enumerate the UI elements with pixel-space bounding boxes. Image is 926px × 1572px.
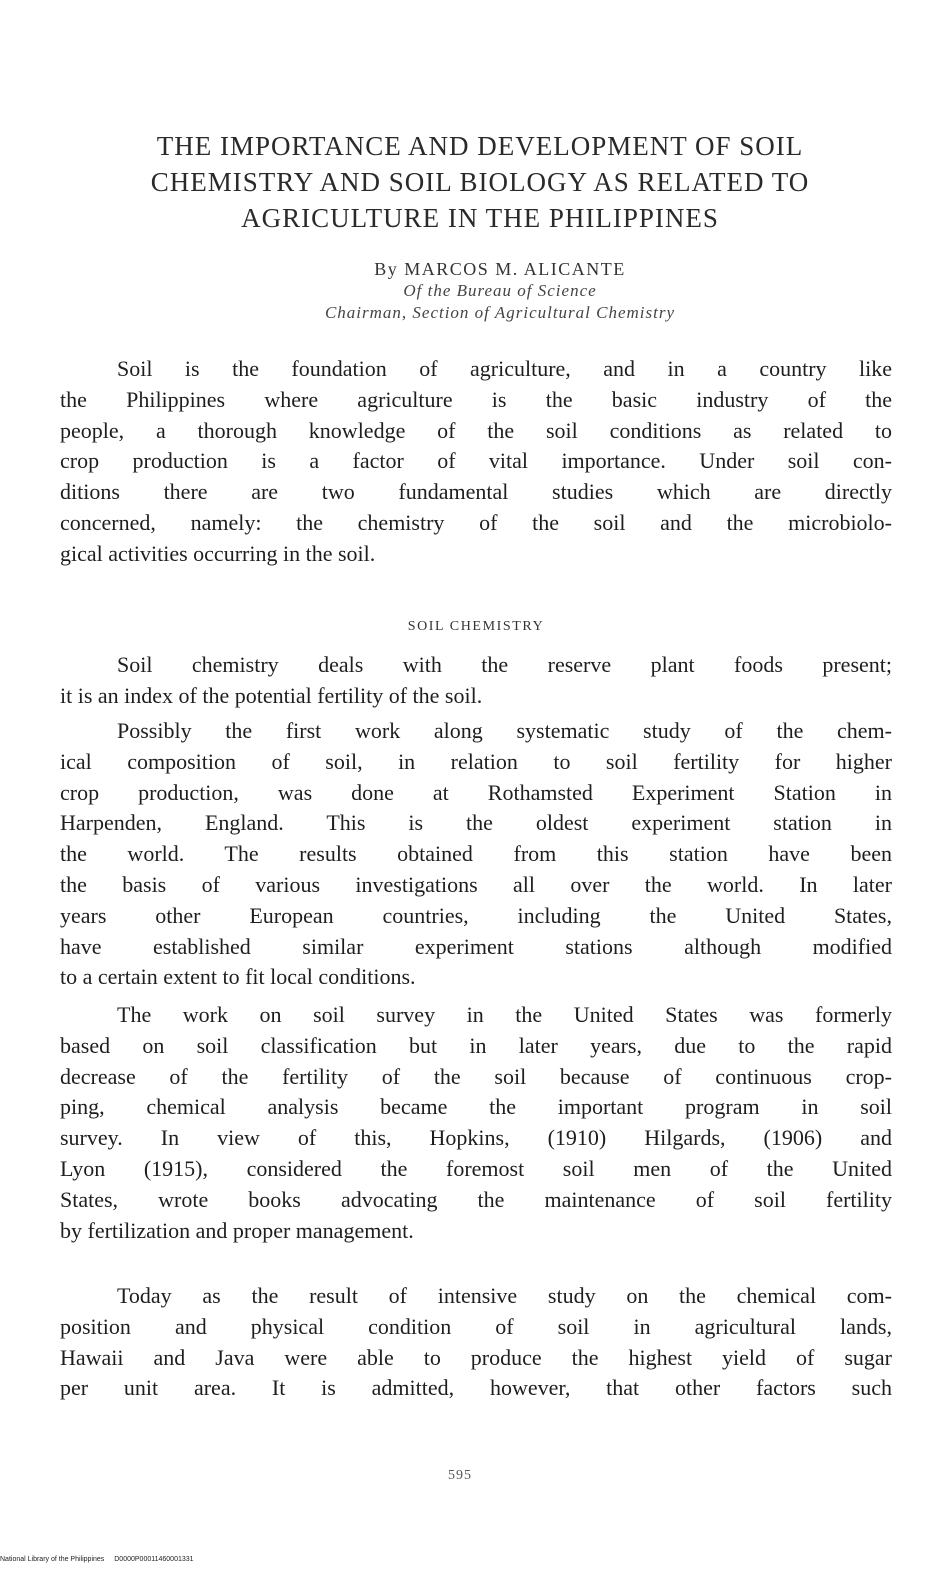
text-line: Possibly the first work along systematic study of the chem- xyxy=(117,718,892,743)
text-line: crop production is a factor of vital importance. Under soil con- xyxy=(60,448,892,474)
paragraph-rothamsted xyxy=(60,716,892,993)
text-line: the basis of various investigations all over the world. In later xyxy=(60,871,892,897)
text-line: to a certain extent to fit local conditions. xyxy=(60,964,416,990)
text-line: Hawaii and Java were able to produce the highest yield of sugar xyxy=(60,1344,892,1370)
text-line: position and physical condition of soil in agricultural lands, xyxy=(60,1313,892,1339)
text-line: years other European countries, including the United States, xyxy=(60,902,892,928)
page-number: 595 xyxy=(448,1468,472,1483)
text-line: survey. In view of this, Hopkins, (1910) Hilgards, (1906) and xyxy=(60,1125,892,1151)
article-title xyxy=(60,128,900,236)
text-line: decrease of the fertility of the soil because of continuous crop- xyxy=(60,1063,892,1089)
paragraph-soil-chemistry xyxy=(60,650,892,712)
text-line: Soil chemistry deals with the reserve plant foods present; xyxy=(117,652,892,677)
section-heading: SOIL CHEMISTRY xyxy=(407,619,545,634)
author-byline: By MARCOS M. ALICANTE xyxy=(374,259,626,279)
text-line: based on soil classification but in later years, due to the rapid xyxy=(60,1032,892,1058)
text-line: per unit area. It is admitted, however, that other factors such xyxy=(60,1375,892,1401)
title-line: CHEMISTRY AND SOIL BIOLOGY AS RELATED TO xyxy=(150,167,810,197)
footer-identifier: D0000P00011460001331 xyxy=(114,1556,194,1563)
text-line: Harpenden, England. This is the oldest experiment station in xyxy=(60,810,892,836)
intro-paragraph xyxy=(60,354,892,570)
text-line: Soil is the foundation of agriculture, and in a country like xyxy=(117,356,892,381)
text-line: crop production, was done at Rothamsted Experiment Station in xyxy=(60,779,892,805)
title-line: THE IMPORTANCE AND DEVELOPMENT OF SOIL xyxy=(156,131,804,161)
text-line: have established similar experiment stations although modified xyxy=(60,933,892,959)
title-line: AGRICULTURE IN THE PHILIPPINES xyxy=(241,203,719,233)
author-position: Chairman, Section of Agricultural Chemistry xyxy=(324,303,676,322)
text-line: ping, chemical analysis became the important program in soil xyxy=(60,1094,892,1120)
text-line: Today as the result of intensive study on the chemical com- xyxy=(117,1283,892,1308)
paragraph-hawaii-java xyxy=(60,1281,892,1404)
text-line: the world. The results obtained from this station have been xyxy=(60,841,892,867)
text-line: ditions there are two fundamental studies which are directly xyxy=(60,479,892,505)
text-line: The work on soil survey in the United States was formerly xyxy=(117,1002,892,1027)
text-line: the Philippines where agriculture is the basic industry of the xyxy=(60,386,892,412)
text-line: gical activities occurring in the soil. xyxy=(60,540,376,566)
author-block xyxy=(175,258,825,324)
text-line: by fertilization and proper management. xyxy=(60,1217,414,1243)
text-line: States, wrote books advocating the maintenance of soil fertility xyxy=(60,1186,892,1212)
text-line: ical composition of soil, in relation to soil fertility for higher xyxy=(60,748,892,774)
scan-footer xyxy=(0,1556,194,1563)
footer-library: National Library of the Philippines xyxy=(0,1556,105,1563)
text-line: people, a thorough knowledge of the soil conditions as related to xyxy=(60,417,892,443)
author-affiliation: Of the Bureau of Science xyxy=(403,281,597,300)
text-line: it is an index of the potential fertility of the soil. xyxy=(60,682,483,708)
text-line: concerned, namely: the chemistry of the soil and the microbiolo- xyxy=(60,509,892,535)
paragraph-soil-survey xyxy=(60,1000,892,1246)
text-line: Lyon (1915), considered the foremost soil men of the United xyxy=(60,1155,892,1181)
